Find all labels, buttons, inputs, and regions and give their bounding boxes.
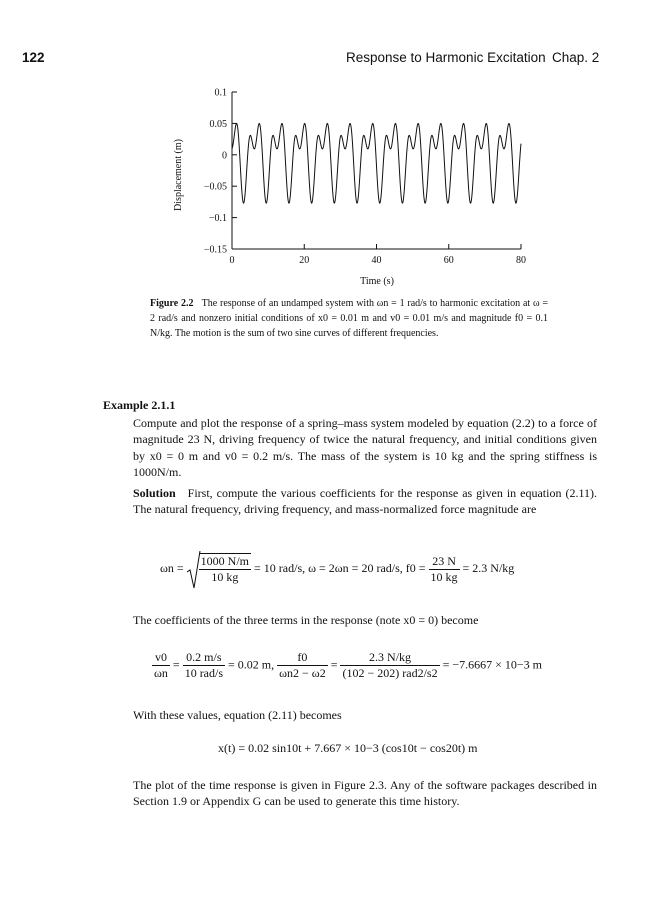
y-tick-label: −0.1 <box>208 213 227 225</box>
chapter-label: Chap. 2 <box>552 50 600 65</box>
figure-label: Figure 2.2 <box>150 298 194 309</box>
chart-ticks <box>204 88 526 267</box>
eq2-mid1: = 0.02 m, <box>228 657 275 672</box>
eq2-frac1-den: ωn <box>154 666 168 680</box>
eq2-frac3-den: ωn2 − ω2 <box>279 666 326 680</box>
eq1-middle: = 10 rad/s, ω = 2ωn = 20 rad/s, f0 = <box>254 560 426 575</box>
y-axis-label: Displacement (m) <box>173 139 184 211</box>
eq2-frac4 <box>340 650 439 681</box>
eq1-sqrt-fraction <box>199 553 251 585</box>
plot-note: The plot of the time response is given in Figure 2.3. Any of the software packages described in Section 1.9 or Appendix G can be used to generate this time history. <box>133 778 597 809</box>
example-problem: Compute and plot the response of a spring–mass system modeled by equation (2.2) to a force of magnitude 23 N, driving frequency of twice the natural frequency, and initial conditions given by x0 = 0 m and v0 = 0.2 m/s. The mass of the system is 10 kg and the spring stiffness is 1000N/m. <box>133 416 597 479</box>
figure-caption <box>150 297 548 341</box>
eq2-frac3 <box>277 650 328 681</box>
figure-caption-text: The response of an undamped system with ωn = 1 rad/s to harmonic excitation at ω = 2 rad/s and nonzero initial conditions of x0 = 0.01 m and v0 = 0.01 m/s and magnitude f0 = 0.1 N/kg. The motion is the sum of two sine curves of different frequencies. <box>150 298 548 339</box>
coefficients-intro: The coefficients of the three terms in the response (note x0 = 0) become <box>133 613 479 627</box>
eq2-frac4-num: 2.3 N/kg <box>340 650 439 666</box>
eq2-frac3-num: f0 <box>277 650 328 666</box>
x-tick-label: 20 <box>299 255 310 266</box>
running-title: Response to Harmonic Excitation <box>346 50 546 65</box>
y-tick-label: −0.05 <box>203 181 227 193</box>
radical-sign <box>187 550 201 590</box>
page-number: 122 <box>22 50 45 65</box>
eq2-frac1-num: v0 <box>152 650 170 666</box>
solution-paragraph <box>133 485 597 518</box>
equation-natural-frequency <box>160 553 514 585</box>
eq1-lhs: ωn = <box>160 560 184 575</box>
sqrt-expression <box>187 553 251 585</box>
y-tick-label: −0.15 <box>203 244 227 256</box>
y-tick-label: 0.05 <box>209 118 227 130</box>
series-line-response <box>232 123 521 203</box>
eq1-sqrt-denominator: 10 kg <box>211 570 239 584</box>
x-axis-label: Time (s) <box>360 276 394 287</box>
y-tick-label: 0.1 <box>214 87 227 99</box>
equation-response: x(t) = 0.02 sin10t + 7.667 × 10−3 (cos10t − cos20t) m <box>218 741 478 755</box>
solution-label: Solution <box>133 486 176 500</box>
eq2-frac4-den: (102 − 202) rad2/s2 <box>342 666 438 680</box>
x-tick-label: 40 <box>371 255 382 266</box>
eq2-frac2 <box>183 650 225 681</box>
eq2-frac2-den: 10 rad/s <box>184 666 224 680</box>
x-tick-label: 0 <box>229 255 235 266</box>
eq2-frac2-num: 0.2 m/s <box>183 650 225 666</box>
eq2-frac1 <box>152 650 170 681</box>
with-values-text: With these values, equation (2.11) becomes <box>133 708 342 722</box>
equation-coefficients: $\frac{v0}{\omega n}$ = $\frac{0.2 m/s}{\text{10 rad/s}}$ = 0.02 m, $\frac{f0}{\omega n2 - \omega 2}$ = $\frac{2.3 N/kg}{\text{(102 − 202) rad2/s2}}$ = −7.6667 × 10−3 m <box>154 650 542 680</box>
eq1-sqrt-numerator: 1000 N/m <box>200 554 250 568</box>
eq1-force-numerator: 23 N <box>429 554 460 570</box>
eq2-rhs: = −7.6667 × 10−3 m <box>442 657 542 672</box>
y-tick-label: 0 <box>222 150 227 162</box>
eq1-force-denominator: 10 kg <box>430 569 458 584</box>
x-tick-label: 60 <box>443 255 454 266</box>
example-title: Example 2.1.1 <box>103 398 176 412</box>
displacement-chart <box>0 0 647 295</box>
eq1-rhs: = 2.3 N/kg <box>462 560 515 575</box>
x-tick-label: 80 <box>516 255 526 266</box>
eq1-force-fraction <box>429 554 460 585</box>
solution-text: First, compute the various coefficients for the response as given in equation (2.11). The natural frequency, driving frequency, and mass-normalized force magnitude are <box>133 486 597 517</box>
